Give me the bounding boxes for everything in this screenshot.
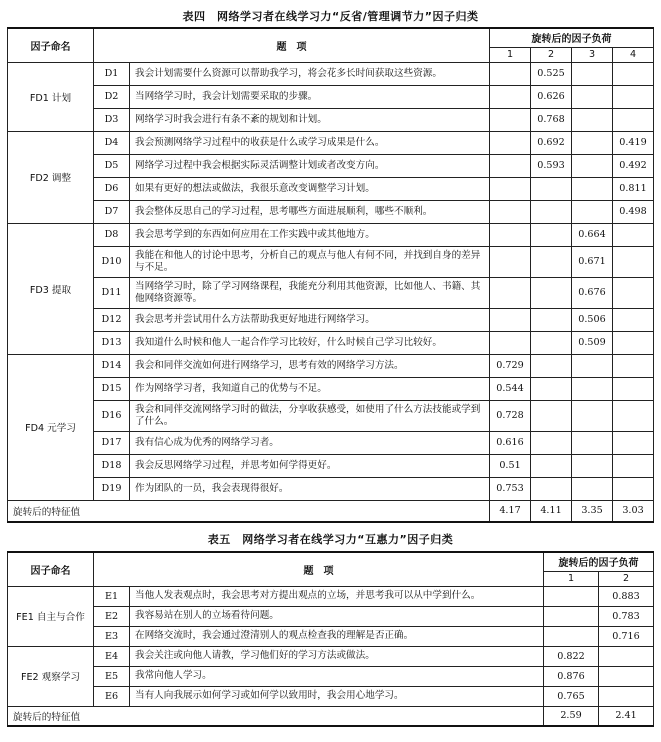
item-text: 我会整体反思自己的学习过程，思考哪些方面进展顺利，哪些不顺利。 (130, 200, 490, 223)
loading-value: 0.626 (531, 85, 572, 108)
item-code: D4 (94, 131, 130, 154)
table-row (8, 646, 654, 666)
table5-header-factor: 因子命名 (8, 552, 94, 586)
table-row (8, 277, 654, 308)
loading-value: 0.525 (531, 62, 572, 85)
table4 (7, 27, 654, 523)
loading-value: 0.729 (490, 354, 531, 377)
table-row (8, 354, 654, 377)
item-text: 我会和同伴交流如何进行网络学习，思考有效的网络学习方法。 (130, 354, 490, 377)
eigenvalue: 2.41 (599, 706, 654, 726)
item-code: D18 (94, 454, 130, 477)
loading-value (599, 646, 654, 666)
loading-value (490, 246, 531, 277)
loading-value (613, 400, 654, 431)
loading-value: 0.492 (613, 154, 654, 177)
table-row (8, 108, 654, 131)
loading-value (531, 246, 572, 277)
loading-value (613, 108, 654, 131)
loading-value: 0.671 (572, 246, 613, 277)
item-text: 我能在和他人的讨论中思考，分析自己的观点与他人有何不同，并找到自身的差异与不足。 (130, 246, 490, 277)
loading-value (531, 354, 572, 377)
loading-value (490, 308, 531, 331)
item-text: 我知道什么时候和他人一起合作学习比较好，什么时候自己学习比较好。 (130, 331, 490, 354)
table-row (8, 62, 654, 85)
loading-value (490, 200, 531, 223)
loading-value: 0.616 (490, 431, 531, 454)
item-text: 我会思考并尝试用什么方法帮助我更好地进行网络学习。 (130, 308, 490, 331)
loading-value: 0.716 (599, 626, 654, 646)
loading-value (531, 200, 572, 223)
loading-value (531, 277, 572, 308)
item-code: E3 (94, 626, 130, 646)
loading-value (490, 177, 531, 200)
eigenvalue: 3.03 (613, 500, 654, 522)
loading-value: 0.676 (572, 277, 613, 308)
loading-value (613, 62, 654, 85)
loading-value (599, 666, 654, 686)
item-text: 我会关注或向他人请教，学习他们好的学习方法或做法。 (130, 646, 544, 666)
item-code: E6 (94, 686, 130, 706)
table4-header-factor: 因子命名 (8, 28, 94, 62)
item-code: D17 (94, 431, 130, 454)
item-text: 我会预测网络学习过程中的收获是什么或学习成果是什么。 (130, 131, 490, 154)
item-code: D5 (94, 154, 130, 177)
loading-value (544, 586, 599, 606)
table4-col-3: 3 (572, 47, 613, 62)
loading-value: 0.768 (531, 108, 572, 131)
table-row (8, 686, 654, 706)
loading-value: 0.419 (613, 131, 654, 154)
item-text: 当网络学习时，我会计划需要采取的步骤。 (130, 85, 490, 108)
eigenvalue-row (8, 500, 654, 522)
item-text: 网络学习时我会进行有条不紊的规划和计划。 (130, 108, 490, 131)
item-code: E2 (94, 606, 130, 626)
table-row (8, 131, 654, 154)
item-code: D12 (94, 308, 130, 331)
loading-value: 0.783 (599, 606, 654, 626)
eigenvalue-label: 旋转后的特征值 (8, 500, 490, 522)
item-code: E5 (94, 666, 130, 686)
table-row (8, 400, 654, 431)
loading-value (613, 454, 654, 477)
loading-value: 0.753 (490, 477, 531, 500)
item-text: 我会和同伴交流网络学习时的做法，分享收获感受，如使用了什么方法技能或学到了什么。 (130, 400, 490, 431)
loading-value (531, 477, 572, 500)
table5-header-row (8, 552, 654, 571)
table-row (8, 606, 654, 626)
loading-value (531, 431, 572, 454)
table-row (8, 246, 654, 277)
loading-value (613, 223, 654, 246)
loading-value: 0.876 (544, 666, 599, 686)
loading-value: 0.765 (544, 686, 599, 706)
item-code: D15 (94, 377, 130, 400)
item-text: 我会反思网络学习过程，并思考如何学得更好。 (130, 454, 490, 477)
table-row (8, 586, 654, 606)
loading-value (613, 246, 654, 277)
table-row (8, 454, 654, 477)
item-code: D6 (94, 177, 130, 200)
loading-value (613, 85, 654, 108)
loading-value: 0.509 (572, 331, 613, 354)
loading-value: 0.811 (613, 177, 654, 200)
item-code: D2 (94, 85, 130, 108)
loading-value (531, 400, 572, 431)
table4-col-2: 2 (531, 47, 572, 62)
table5-header-item: 题 项 (94, 552, 544, 586)
loading-value (599, 686, 654, 706)
loading-value (490, 85, 531, 108)
item-code: D13 (94, 331, 130, 354)
loading-value (572, 354, 613, 377)
item-code: D10 (94, 246, 130, 277)
item-text: 在网络交流时，我会通过澄清别人的观点检查我的理解是否正确。 (130, 626, 544, 646)
loading-value (613, 477, 654, 500)
item-text: 我容易站在别人的立场看待问题。 (130, 606, 544, 626)
loading-value (531, 331, 572, 354)
table5 (7, 551, 654, 727)
table-row (8, 200, 654, 223)
table-row (8, 477, 654, 500)
loading-value (490, 108, 531, 131)
loading-value: 0.593 (531, 154, 572, 177)
eigenvalue-label: 旋转后的特征值 (8, 706, 544, 726)
table5-body (8, 552, 654, 726)
table5-col-2: 2 (599, 571, 654, 586)
table4-col-1: 1 (490, 47, 531, 62)
eigenvalue: 2.59 (544, 706, 599, 726)
loading-value (490, 154, 531, 177)
eigenvalue: 4.11 (531, 500, 572, 522)
factor-name: FD4 元学习 (8, 354, 94, 500)
loading-value (572, 85, 613, 108)
loading-value: 0.498 (613, 200, 654, 223)
table-row (8, 331, 654, 354)
loading-value (572, 477, 613, 500)
item-text: 我会计划需要什么资源可以帮助我学习，将会花多长时间获取这些资源。 (130, 62, 490, 85)
loading-value: 0.883 (599, 586, 654, 606)
table-row (8, 308, 654, 331)
loading-value (613, 354, 654, 377)
loading-value: 0.822 (544, 646, 599, 666)
loading-value (490, 223, 531, 246)
table4-header-item: 题 项 (94, 28, 490, 62)
loading-value (572, 431, 613, 454)
item-code: D7 (94, 200, 130, 223)
item-text: 当有人向我展示如何学习或如何学以致用时，我会用心地学习。 (130, 686, 544, 706)
item-text: 如果有更好的想法或做法，我很乐意改变调整学习计划。 (130, 177, 490, 200)
loading-value: 0.692 (531, 131, 572, 154)
loading-value (613, 277, 654, 308)
table4-col-4: 4 (613, 47, 654, 62)
eigenvalue: 4.17 (490, 500, 531, 522)
item-text: 我会思考学到的东西如何应用在工作实践中或其他地方。 (130, 223, 490, 246)
item-text: 作为团队的一员，我会表现得很好。 (130, 477, 490, 500)
loading-value (572, 131, 613, 154)
loading-value (531, 308, 572, 331)
loading-value (572, 177, 613, 200)
loading-value (572, 62, 613, 85)
item-code: D8 (94, 223, 130, 246)
table-row (8, 431, 654, 454)
item-code: E1 (94, 586, 130, 606)
table5-header-loadings: 旋转后的因子负荷 (544, 552, 654, 571)
loading-value (572, 377, 613, 400)
loading-value: 0.51 (490, 454, 531, 477)
item-code: E4 (94, 646, 130, 666)
item-text: 我常向他人学习。 (130, 666, 544, 686)
table-row (8, 177, 654, 200)
table-row (8, 154, 654, 177)
loading-value (613, 377, 654, 400)
table5-col-1: 1 (544, 571, 599, 586)
loading-value (572, 200, 613, 223)
loading-value (544, 606, 599, 626)
loading-value (544, 626, 599, 646)
item-text: 网络学习过程中我会根据实际灵活调整计划或者改变方向。 (130, 154, 490, 177)
loading-value: 0.506 (572, 308, 613, 331)
item-text: 当他人发表观点时，我会思考对方提出观点的立场，并思考我可以从中学到什么。 (130, 586, 544, 606)
loading-value (572, 154, 613, 177)
item-code: D14 (94, 354, 130, 377)
item-text: 我有信心成为优秀的网络学习者。 (130, 431, 490, 454)
loading-value (490, 331, 531, 354)
factor-name: FE2 观察学习 (8, 646, 94, 706)
table-row (8, 666, 654, 686)
factor-name: FD1 计划 (8, 62, 94, 131)
loading-value (490, 62, 531, 85)
item-code: D19 (94, 477, 130, 500)
table4-body (8, 28, 654, 522)
loading-value: 0.664 (572, 223, 613, 246)
loading-value (531, 223, 572, 246)
item-text: 作为网络学习者，我知道自己的优势与不足。 (130, 377, 490, 400)
table4-header-row (8, 28, 654, 47)
factor-name: FD3 提取 (8, 223, 94, 354)
loading-value (490, 277, 531, 308)
eigenvalue: 3.35 (572, 500, 613, 522)
item-code: D1 (94, 62, 130, 85)
table-row (8, 223, 654, 246)
loading-value (572, 108, 613, 131)
table-row (8, 377, 654, 400)
loading-value (613, 431, 654, 454)
factor-name: FE1 自主与合作 (8, 586, 94, 646)
item-code: D3 (94, 108, 130, 131)
loading-value: 0.544 (490, 377, 531, 400)
loading-value (531, 454, 572, 477)
table4-header-loadings: 旋转后的因子负荷 (490, 28, 654, 47)
loading-value (572, 454, 613, 477)
loading-value (613, 308, 654, 331)
loading-value: 0.728 (490, 400, 531, 431)
item-code: D11 (94, 277, 130, 308)
loading-value (531, 177, 572, 200)
table-row (8, 626, 654, 646)
loading-value (572, 400, 613, 431)
item-text: 当网络学习时，除了学习网络课程，我能充分利用其他资源，比如他人、书籍、其他网络资源等。 (130, 277, 490, 308)
factor-name: FD2 调整 (8, 131, 94, 223)
table5-caption: 表五 网络学习者在线学习力“互惠力”因子归类 (207, 533, 454, 546)
eigenvalue-row (8, 706, 654, 726)
loading-value (490, 131, 531, 154)
item-code: D16 (94, 400, 130, 431)
table-row (8, 85, 654, 108)
table4-caption: 表四 网络学习者在线学习力“反省/管理调节力”因子归类 (182, 10, 479, 23)
loading-value (613, 331, 654, 354)
loading-value (531, 377, 572, 400)
